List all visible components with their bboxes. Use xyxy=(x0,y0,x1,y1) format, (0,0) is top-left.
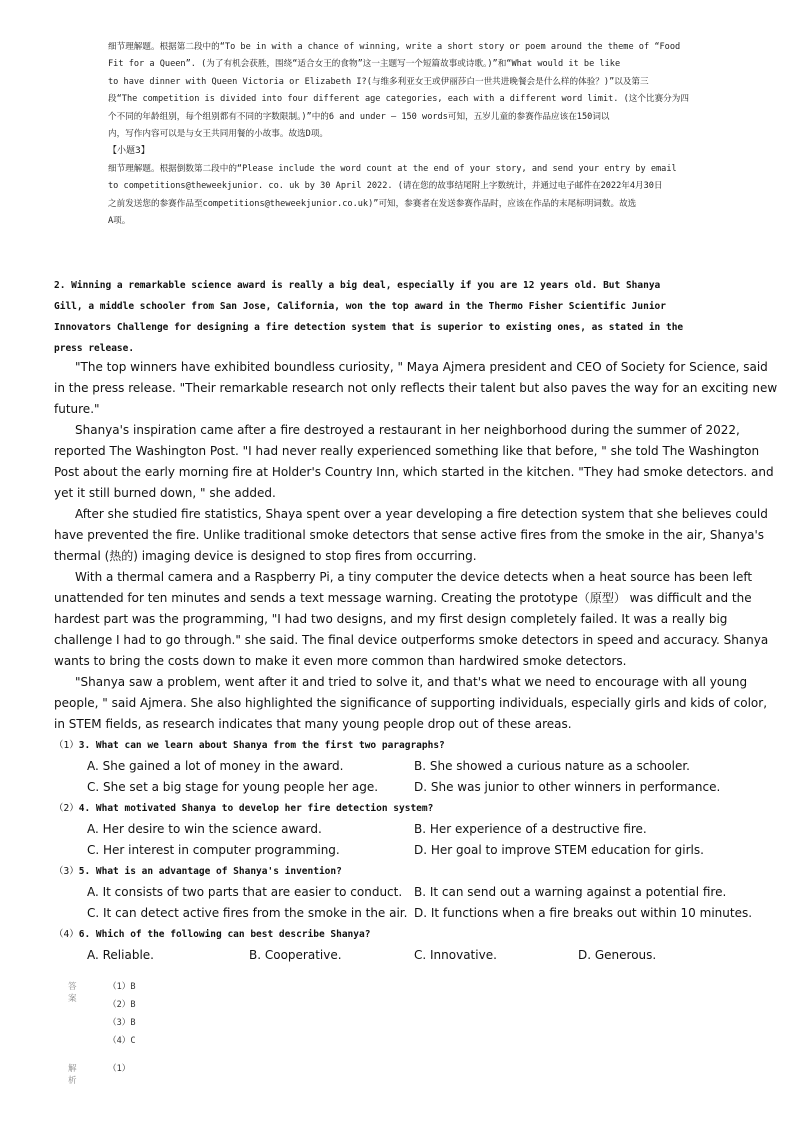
intro-line: Gill, a middle schooler from San Jose, California, won the top award in the Thermo Fisher Scientific Junior xyxy=(54,301,666,312)
explanation-line: Fit for a Queen”. (为了有机会获胜，围绕“适合女王的食物”这一主题写一个短篇故事或诗歌。)”和“What would it be like xyxy=(108,59,621,70)
passage-line: After she studied fire statistics, Shaya spent over a year developing a fire detection system that she believes could xyxy=(75,507,768,521)
explanation-line: 之前发送您的参赛作品至competitions@theweekjunior.co.uk)”可知，参赛者在发送参赛作品时，应该在作品的末尾标明词数。故选 xyxy=(108,198,637,209)
answer-option: D. She was junior to other winners in performance. xyxy=(414,780,721,794)
explanation-line: 细节理解题。根据倒数第二段中的“Please include the word count at the end of your story, and send your entry by email xyxy=(108,163,677,174)
passage-line: yet it still burned down, " she added. xyxy=(54,486,276,500)
passage-intro xyxy=(54,275,744,359)
passage-line: reported The Washington Post. "I had never really experienced something like that before, " she told The Washington xyxy=(54,444,760,458)
answer-item: （3）B xyxy=(108,1018,136,1028)
passage-line: in STEM fields, as research indicates that many young people drop out of these areas. xyxy=(54,717,572,731)
explanation-line: 个不同的年龄组别，每个组别都有不同的字数限制。)”中的6 and under — 150 words可知，五岁儿童的参赛作品应该在150词以 xyxy=(108,111,610,122)
option-row xyxy=(54,777,754,798)
explanation-line: 细节理解题。根据第二段中的“To be in with a chance of winning, write a short story or poem around the theme of “Food xyxy=(108,42,681,52)
passage-line: challenge I had to go through." she said. The final device outperforms smoke detectors in speed and accuracy. Shanya xyxy=(54,633,769,647)
answer-option: C. It can detect active fires from the smoke in the air. xyxy=(87,906,408,920)
question-number: （4） xyxy=(54,929,79,940)
answer-option: C. Innovative. xyxy=(414,948,497,962)
answer-option: D. It functions when a fire breaks out within 10 minutes. xyxy=(414,906,753,920)
answer-option: A. It consists of two parts that are easier to conduct. xyxy=(87,885,403,899)
analysis-first-item: （1） xyxy=(108,1064,131,1074)
answer-item: （4）C xyxy=(108,1036,136,1046)
answer-option: D. Generous. xyxy=(578,948,657,962)
analysis-label: 解析 xyxy=(68,1064,77,1086)
explanation-line: 段“The competition is divided into four different age categories, each with a different word limit. (这个比赛分为四 xyxy=(108,94,689,105)
intro-line: Innovators Challenge for designing a fire detection system that is superior to existing ones, as stated in the xyxy=(54,322,684,333)
passage-line: With a thermal camera and a Raspberry Pi, a tiny computer the device detects when a heat source has been left xyxy=(75,570,753,584)
question-stem xyxy=(54,798,754,819)
option-row xyxy=(54,903,754,924)
answer-option: C. Her interest in computer programming. xyxy=(87,843,340,857)
passage-line: wants to bring the costs down to make it even more common than hardwired smoke detectors. xyxy=(54,654,627,668)
option-row xyxy=(54,819,754,840)
passage-line: in the press release. "Their remarkable research not only reflects their talent but also paves the way for an exciting new xyxy=(54,381,778,395)
explanation-line: to have dinner with Queen Victoria or Elizabeth I?(与维多利亚女王或伊丽莎白一世共进晚餐会是什么样的体验？)”以及第三 xyxy=(108,76,649,87)
option-row xyxy=(54,882,754,903)
answer-option: B. Her experience of a destructive fire. xyxy=(414,822,647,836)
passage-line: hardest part was the programming, "I had two designs, and my first design completely failed. It was a really big xyxy=(54,612,728,626)
answer-option: A. Reliable. xyxy=(87,948,154,962)
passage-line: have prevented the fire. Unlike traditional smoke detectors that sense active fires from the smoke in the air, Shanya's xyxy=(54,528,765,542)
intro-line: 2. Winning a remarkable science award is really a big deal, especially if you are 12 years old. But Shanya xyxy=(54,280,661,291)
answer-option: C. She set a big stage for young people her age. xyxy=(87,780,379,794)
question-stem xyxy=(54,861,754,882)
option-row xyxy=(54,945,754,966)
answer-option: B. She showed a curious nature as a schooler. xyxy=(414,759,690,773)
question-number: （2） xyxy=(54,803,79,814)
passage-line: Shanya's inspiration came after a fire destroyed a restaurant in her neighborhood during the summer of 2022, xyxy=(75,423,740,437)
answer-option: B. Cooperative. xyxy=(249,948,342,962)
explanation-block xyxy=(108,39,726,230)
answer-option: B. It can send out a warning against a potential fire. xyxy=(414,885,727,899)
answer-option: A. She gained a lot of money in the award. xyxy=(87,759,344,773)
question-text: 5. What is an advantage of Shanya's invention? xyxy=(78,866,342,877)
sub-question-heading: 【小题3】 xyxy=(108,146,150,157)
option-row xyxy=(54,840,754,861)
passage-line: "The top winners have exhibited boundless curiosity, " Maya Ajmera president and CEO of Society for Science, said xyxy=(75,360,768,374)
answer-option: A. Her desire to win the science award. xyxy=(87,822,322,836)
passage-line: future." xyxy=(54,402,100,416)
passage-line: Post about the early morning fire at Holder's Country Inn, which started in the kitchen. "They had smoke detectors. and xyxy=(54,465,774,479)
explanation-line: A项。 xyxy=(108,216,131,227)
passage-line: unattended for ten minutes and sends a text message warning. Creating the prototype（原型） was difficult and the xyxy=(54,591,752,605)
question-text: 6. Which of the following can best describe Shanya? xyxy=(78,929,371,940)
question-text: 3. What can we learn about Shanya from the first two paragraphs? xyxy=(78,740,445,751)
passage-body xyxy=(54,357,778,735)
question-number: （1） xyxy=(54,740,79,751)
question-stem xyxy=(54,735,754,756)
explanation-line: to competitions@theweekjunior. co. uk by 30 April 2022. (请在您的故事结尾附上字数统计，并通过电子邮件在2022年4月30日 xyxy=(108,181,663,192)
passage-line: "Shanya saw a problem, went after it and tried to solve it, and that's what we need to encourage with all young xyxy=(75,675,748,689)
answer-option: D. Her goal to improve STEM education for girls. xyxy=(414,843,704,857)
passage-line: people, " said Ajmera. She also highlighted the significance of supporting individuals, especially girls and kids of color, xyxy=(54,696,768,710)
option-row xyxy=(54,756,754,777)
question-list xyxy=(54,735,754,966)
question-number: （3） xyxy=(54,866,79,877)
explanation-line: 内，写作内容可以是与女王共同用餐的小故事。故选D项。 xyxy=(108,129,329,140)
answer-label: 答案 xyxy=(68,982,77,1004)
question-text: 4. What motivated Shanya to develop her fire detection system? xyxy=(78,803,434,814)
intro-line: press release. xyxy=(54,343,135,354)
passage-line: thermal (热的) imaging device is designed to stop fires from occurring. xyxy=(54,549,477,563)
answer-item: （1）B xyxy=(108,982,136,992)
answer-item: （2）B xyxy=(108,1000,136,1010)
question-stem xyxy=(54,924,754,945)
